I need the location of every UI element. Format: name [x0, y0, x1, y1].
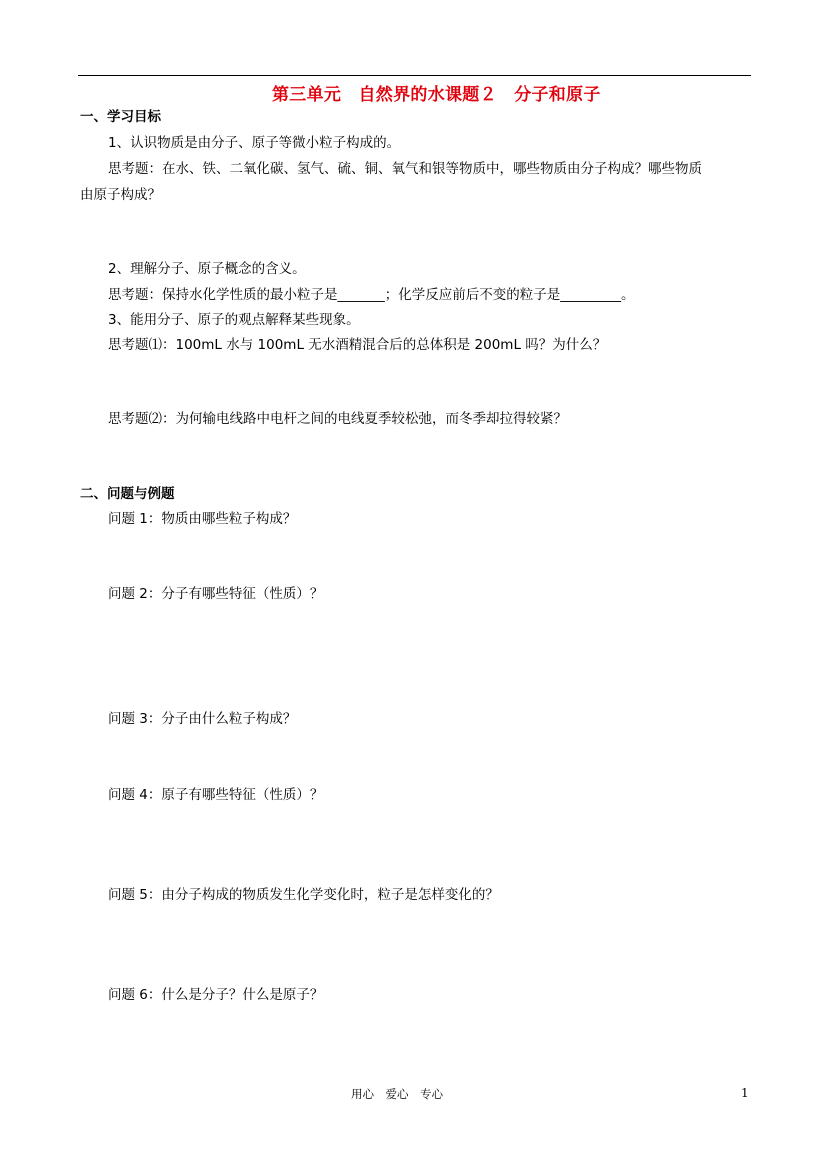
page-footer: 用心 爱心 专心 [351, 1087, 443, 1101]
question-2: 问题 2：分子有哪些特征（性质）？ [108, 586, 324, 602]
objective-2: 2、理解分子、原子概念的含义。 [108, 261, 306, 277]
thinking-question-3b: 思考题⑵：为何输电线路中电杆之间的电线夏季较松弛，而冬季却拉得较紧？ [108, 411, 567, 427]
page-number: 1 [741, 1086, 749, 1100]
question-6: 问题 6：什么是分子？什么是原子？ [108, 987, 324, 1003]
objective-1: 1、认识物质是由分子、原子等微小粒子构成的。 [108, 135, 401, 151]
thinking-question-3a: 思考题⑴：100mL 水与 100mL 无水酒精混合后的总体积是 200mL 吗？为什么？ [108, 337, 607, 353]
question-4: 问题 4：原子有哪些特征（性质）？ [108, 787, 324, 803]
thinking-question-1-line2: 由原子构成？ [80, 187, 161, 203]
section1-heading: 一、学习目标 [80, 109, 161, 125]
section2-heading: 二、问题与例题 [80, 486, 175, 502]
question-1: 问题 1：物质由哪些粒子构成？ [108, 511, 297, 527]
question-5: 问题 5：由分子构成的物质发生化学变化时，粒子是怎样变化的？ [108, 887, 499, 903]
thinking-question-1-line1: 思考题：在水、铁、二氧化碳、氢气、硫、铜、氧气和银等物质中，哪些物质由分子构成？哪些物质 [108, 161, 702, 177]
objective-3: 3、能用分子、原子的观点解释某些现象。 [108, 312, 360, 328]
thinking-question-2: 思考题：保持水化学性质的最小粒子是_______；化学反应前后不变的粒子是_________。 [108, 287, 635, 303]
question-3: 问题 3：分子由什么粒子构成？ [108, 711, 297, 727]
header-rule [78, 75, 751, 76]
page-title: 第三单元 自然界的水课题２ 分子和原子 [272, 85, 601, 105]
